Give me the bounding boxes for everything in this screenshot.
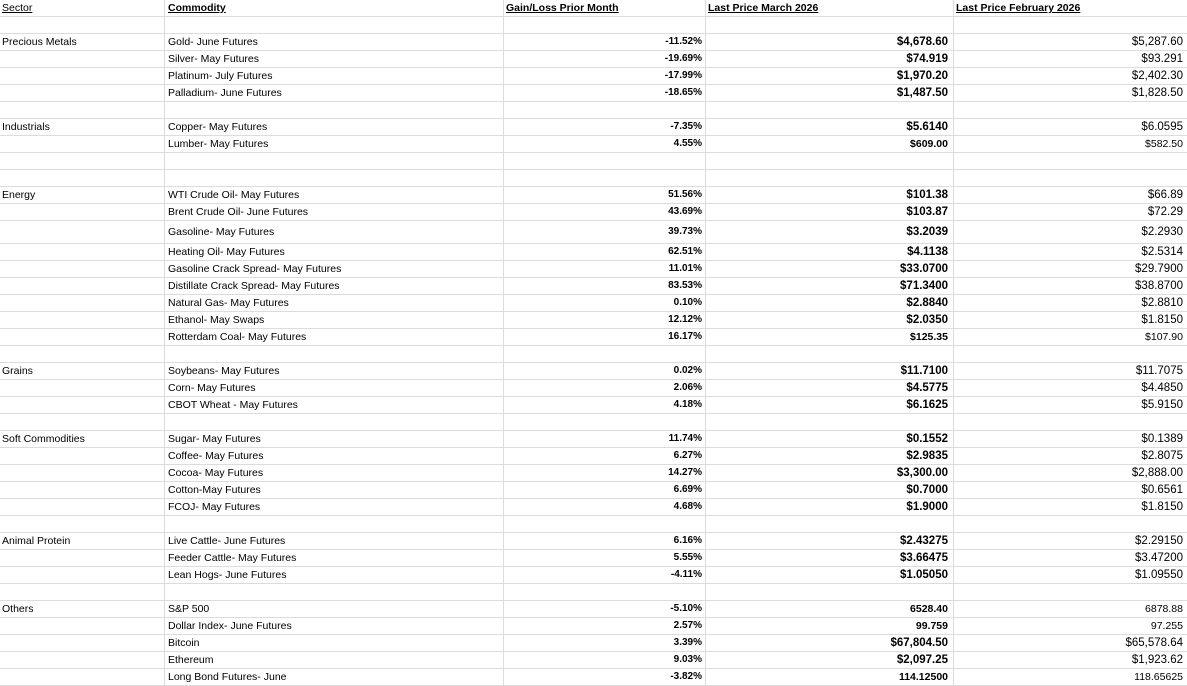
sector-cell[interactable]: Others	[0, 601, 165, 617]
sector-cell[interactable]	[0, 618, 165, 634]
last-price-march-cell[interactable]: $4.5775	[706, 380, 954, 396]
last-price-march-cell[interactable]	[706, 170, 954, 186]
last-price-march-cell[interactable]	[706, 153, 954, 169]
last-price-march-cell[interactable]: $1.05050	[706, 567, 954, 583]
sector-cell[interactable]	[0, 482, 165, 498]
last-price-february-cell[interactable]: $72.29	[1147, 206, 1183, 218]
last-price-february-cell[interactable]: $2.5314	[1141, 246, 1183, 258]
table-row	[0, 567, 1187, 584]
last-price-march-cell[interactable]: $0.7000	[706, 482, 954, 498]
last-price-march-cell[interactable]: $11.7100	[706, 363, 954, 379]
commodity-cell[interactable]: Heating Oil- May Futures	[165, 244, 504, 260]
last-price-march-cell[interactable]: $3.2039	[706, 221, 954, 243]
header-row	[0, 0, 1187, 17]
sector-cell[interactable]	[0, 669, 165, 685]
last-price-march-cell[interactable]: $67,804.50	[706, 635, 954, 651]
gain-loss-cell[interactable]	[504, 153, 706, 169]
sector-cell[interactable]: Animal Protein	[0, 533, 165, 549]
commodity-cell[interactable]: Silver- May Futures	[165, 51, 504, 67]
gain-loss-cell[interactable]: 0.02%	[504, 363, 706, 379]
commodity-cell[interactable]	[165, 516, 504, 532]
last-price-february-cell[interactable]	[954, 153, 1187, 169]
gain-loss-cell[interactable]: 6.69%	[504, 482, 706, 498]
commodity-cell[interactable]: Gasoline- May Futures	[165, 221, 504, 243]
commodity-cell[interactable]: Rotterdam Coal- May Futures	[165, 329, 504, 345]
last-price-february-cell[interactable]	[954, 516, 1187, 532]
sector-cell[interactable]: Precious Metals	[0, 34, 165, 50]
commodity-cell[interactable]	[165, 170, 504, 186]
table-row	[0, 448, 1187, 465]
commodity-cell[interactable]: Platinum- July Futures	[165, 68, 504, 84]
last-price-march-cell[interactable]: $71.3400	[706, 278, 954, 294]
last-price-march-cell[interactable]: $3,300.00	[706, 465, 954, 481]
table-row	[0, 295, 1187, 312]
table-row	[0, 380, 1187, 397]
sector-cell[interactable]	[0, 153, 165, 169]
sector-cell[interactable]	[0, 244, 165, 260]
gain-loss-cell[interactable]: -7.35%	[504, 119, 706, 135]
commodity-cell[interactable]: Coffee- May Futures	[165, 448, 504, 464]
gain-loss-cell[interactable]: 4.18%	[504, 397, 706, 413]
last-price-february-cell[interactable]: $107.90	[1145, 331, 1183, 343]
table-row	[0, 244, 1187, 261]
gain-loss-cell[interactable]: 43.69%	[504, 204, 706, 220]
last-price-march-cell[interactable]	[706, 17, 954, 33]
last-price-march-cell[interactable]: $101.38	[706, 187, 954, 203]
table-row	[0, 431, 1187, 448]
last-price-march-cell[interactable]: $2.43275	[706, 533, 954, 549]
last-price-february-cell[interactable]: $29.7900	[1135, 263, 1183, 275]
last-price-march-cell[interactable]: $2.0350	[706, 312, 954, 328]
last-price-march-cell[interactable]: $1.9000	[706, 499, 954, 515]
gain-loss-cell[interactable]: 14.27%	[504, 465, 706, 481]
table-row	[0, 204, 1187, 221]
commodity-cell[interactable]: Long Bond Futures- June	[165, 669, 504, 685]
last-price-march-cell[interactable]: $33.0700	[706, 261, 954, 277]
commodity-cell[interactable]: Live Cattle- June Futures	[165, 533, 504, 549]
commodity-cell[interactable]: Brent Crude Oil- June Futures	[165, 204, 504, 220]
last-price-march-cell[interactable]: $5.6140	[706, 119, 954, 135]
last-price-february-cell[interactable]: $4.4850	[1141, 382, 1183, 394]
header-last-price-february[interactable]: Last Price February 2026	[956, 2, 1081, 14]
last-price-february-cell[interactable]: $2.2930	[1141, 226, 1183, 238]
table-row	[0, 482, 1187, 499]
gain-loss-cell[interactable]: 39.73%	[504, 221, 706, 243]
spacer-row	[0, 17, 1187, 34]
table-row	[0, 652, 1187, 669]
gain-loss-cell[interactable]	[504, 102, 706, 118]
table-row	[0, 221, 1187, 244]
sector-cell[interactable]	[0, 170, 165, 186]
header-sector[interactable]: Sector	[0, 0, 165, 16]
sector-cell[interactable]	[0, 221, 165, 243]
gain-loss-cell[interactable]	[504, 414, 706, 430]
gain-loss-cell[interactable]: -19.69%	[504, 51, 706, 67]
last-price-february-cell[interactable]: $5.9150	[1141, 399, 1183, 411]
gain-loss-cell[interactable]: 3.39%	[504, 635, 706, 651]
last-price-february-cell[interactable]: 6878.88	[1145, 603, 1183, 615]
sector-cell[interactable]: Grains	[0, 363, 165, 379]
last-price-february-cell[interactable]: $93.291	[1141, 53, 1183, 65]
last-price-march-cell[interactable]: $4.1138	[706, 244, 954, 260]
table-row	[0, 187, 1187, 204]
gain-loss-cell[interactable]: 11.01%	[504, 261, 706, 277]
sector-cell[interactable]	[0, 346, 165, 362]
commodity-cell[interactable]	[165, 346, 504, 362]
commodity-cell[interactable]: Ethanol- May Swaps	[165, 312, 504, 328]
commodity-cell[interactable]: Ethereum	[165, 652, 504, 668]
sector-cell[interactable]	[0, 278, 165, 294]
commodity-cell[interactable]: Gasoline Crack Spread- May Futures	[165, 261, 504, 277]
sector-cell[interactable]	[0, 51, 165, 67]
table-row	[0, 278, 1187, 295]
sector-cell[interactable]	[0, 68, 165, 84]
sector-cell[interactable]	[0, 295, 165, 311]
gain-loss-cell[interactable]: 6.27%	[504, 448, 706, 464]
last-price-march-cell[interactable]: $2,097.25	[706, 652, 954, 668]
commodity-cell[interactable]: Soybeans- May Futures	[165, 363, 504, 379]
gain-loss-cell[interactable]: 2.06%	[504, 380, 706, 396]
commodity-cell[interactable]: Lean Hogs- June Futures	[165, 567, 504, 583]
commodity-cell[interactable]	[165, 584, 504, 600]
last-price-march-cell[interactable]	[706, 516, 954, 532]
last-price-march-cell[interactable]: $103.87	[706, 204, 954, 220]
table-row	[0, 669, 1187, 686]
last-price-march-cell[interactable]: $2.9835	[706, 448, 954, 464]
sector-cell[interactable]	[0, 204, 165, 220]
table-row	[0, 261, 1187, 278]
last-price-february-cell[interactable]: $1.09550	[1135, 569, 1183, 581]
commodity-cell[interactable]: Natural Gas- May Futures	[165, 295, 504, 311]
last-price-march-cell[interactable]: $2.8840	[706, 295, 954, 311]
last-price-february-cell[interactable]	[954, 584, 1187, 600]
gain-loss-cell[interactable]: 5.55%	[504, 550, 706, 566]
last-price-february-cell[interactable]: $66.89	[1147, 189, 1183, 201]
commodity-cell[interactable]: Cotton-May Futures	[165, 482, 504, 498]
gain-loss-cell[interactable]: 51.56%	[504, 187, 706, 203]
table-row	[0, 68, 1187, 85]
table-row	[0, 533, 1187, 550]
last-price-march-cell[interactable]: $125.35	[706, 329, 954, 345]
spacer-row	[0, 584, 1187, 601]
last-price-march-cell[interactable]: 99.759	[706, 618, 954, 634]
last-price-march-cell[interactable]	[706, 584, 954, 600]
last-price-february-cell[interactable]: $1,828.50	[1131, 87, 1183, 99]
sector-cell[interactable]	[0, 448, 165, 464]
spacer-row	[0, 102, 1187, 119]
header-last-price-march[interactable]: Last Price March 2026	[706, 0, 954, 16]
table-row	[0, 329, 1187, 346]
sector-cell[interactable]	[0, 516, 165, 532]
gain-loss-cell[interactable]: 4.55%	[504, 136, 706, 152]
last-price-february-cell[interactable]: $0.6561	[1141, 484, 1183, 496]
spacer-row	[0, 516, 1187, 533]
sector-cell[interactable]	[0, 635, 165, 651]
gain-loss-cell[interactable]: 0.10%	[504, 295, 706, 311]
commodity-cell[interactable]: Lumber- May Futures	[165, 136, 504, 152]
last-price-february-cell[interactable]	[954, 414, 1187, 430]
gain-loss-cell[interactable]: 11.74%	[504, 431, 706, 447]
last-price-february-cell[interactable]	[954, 17, 1187, 33]
commodity-cell[interactable]	[165, 414, 504, 430]
spacer-row	[0, 153, 1187, 170]
last-price-february-cell[interactable]: $1.8150	[1141, 501, 1183, 513]
last-price-february-cell[interactable]: 97.255	[1150, 620, 1183, 632]
sector-cell[interactable]	[0, 397, 165, 413]
last-price-march-cell[interactable]: $1,487.50	[706, 85, 954, 101]
commodity-cell[interactable]: Gold- June Futures	[165, 34, 504, 50]
gain-loss-cell[interactable]: 83.53%	[504, 278, 706, 294]
gain-loss-cell[interactable]: 62.51%	[504, 244, 706, 260]
gain-loss-cell[interactable]: -17.99%	[504, 68, 706, 84]
last-price-march-cell[interactable]	[706, 346, 954, 362]
last-price-february-cell[interactable]: $1,923.62	[1131, 654, 1183, 666]
table-row	[0, 85, 1187, 102]
sector-cell[interactable]	[0, 465, 165, 481]
table-row	[0, 312, 1187, 329]
table-row	[0, 618, 1187, 635]
gain-loss-cell[interactable]	[504, 584, 706, 600]
commodity-cell[interactable]	[165, 153, 504, 169]
sector-cell[interactable]	[0, 380, 165, 396]
last-price-february-cell[interactable]: $38.8700	[1135, 280, 1183, 292]
last-price-february-cell[interactable]: $3.47200	[1135, 552, 1183, 564]
gain-loss-cell[interactable]	[504, 346, 706, 362]
header-gain-loss[interactable]: Gain/Loss Prior Month	[504, 0, 706, 16]
gain-loss-cell[interactable]: -3.82%	[504, 669, 706, 685]
gain-loss-cell[interactable]: 16.17%	[504, 329, 706, 345]
last-price-february-cell[interactable]: $11.7075	[1135, 365, 1183, 377]
last-price-march-cell[interactable]	[706, 414, 954, 430]
last-price-february-cell[interactable]: $2.8810	[1141, 297, 1183, 309]
last-price-march-cell[interactable]: $3.66475	[706, 550, 954, 566]
gain-loss-cell[interactable]	[504, 170, 706, 186]
gain-loss-cell[interactable]: 4.68%	[504, 499, 706, 515]
table-row	[0, 397, 1187, 414]
last-price-march-cell[interactable]	[706, 102, 954, 118]
last-price-february-cell[interactable]: $2.8075	[1141, 450, 1183, 462]
last-price-february-cell[interactable]: 118.65625	[1134, 671, 1183, 683]
last-price-march-cell[interactable]: 114.12500	[706, 669, 954, 685]
sector-cell[interactable]	[0, 85, 165, 101]
sector-cell[interactable]	[0, 329, 165, 345]
sector-cell[interactable]: Industrials	[0, 119, 165, 135]
gain-loss-cell[interactable]: -18.65%	[504, 85, 706, 101]
commodity-cell[interactable]: Bitcoin	[165, 635, 504, 651]
spacer-row	[0, 170, 1187, 187]
commodity-cell[interactable]: WTI Crude Oil- May Futures	[165, 187, 504, 203]
commodity-cell[interactable]: Sugar- May Futures	[165, 431, 504, 447]
last-price-february-cell[interactable]: $0.1389	[1141, 433, 1183, 445]
sector-cell[interactable]	[0, 102, 165, 118]
sector-cell[interactable]	[0, 499, 165, 515]
table-row	[0, 363, 1187, 380]
commodity-cell[interactable]	[165, 102, 504, 118]
table-row	[0, 635, 1187, 652]
last-price-march-cell[interactable]: $6.1625	[706, 397, 954, 413]
gain-loss-cell[interactable]: -5.10%	[504, 601, 706, 617]
sector-cell[interactable]	[0, 136, 165, 152]
last-price-february-cell[interactable]: $2,888.00	[1131, 467, 1183, 479]
sector-cell[interactable]: Energy	[0, 187, 165, 203]
commodity-cell[interactable]: Palladium- June Futures	[165, 85, 504, 101]
sector-cell[interactable]	[0, 312, 165, 328]
last-price-march-cell[interactable]: 6528.40	[706, 601, 954, 617]
table-row	[0, 119, 1187, 136]
sector-cell[interactable]	[0, 584, 165, 600]
sector-cell[interactable]	[0, 261, 165, 277]
gain-loss-cell[interactable]: 9.03%	[504, 652, 706, 668]
last-price-february-cell[interactable]: $65,578.64	[1125, 637, 1183, 649]
last-price-march-cell[interactable]: $74.919	[706, 51, 954, 67]
table-body	[0, 17, 1187, 686]
commodity-cell[interactable]: Corn- May Futures	[165, 380, 504, 396]
last-price-february-cell[interactable]: $2.29150	[1135, 535, 1183, 547]
sector-cell[interactable]	[0, 567, 165, 583]
gain-loss-cell[interactable]: 12.12%	[504, 312, 706, 328]
sector-cell[interactable]: Soft Commodities	[0, 431, 165, 447]
last-price-march-cell[interactable]: $609.00	[706, 136, 954, 152]
sector-cell[interactable]	[0, 652, 165, 668]
table-row	[0, 34, 1187, 51]
table-row	[0, 465, 1187, 482]
gain-loss-cell[interactable]: 2.57%	[504, 618, 706, 634]
gain-loss-cell[interactable]: -4.11%	[504, 567, 706, 583]
gain-loss-cell[interactable]: 6.16%	[504, 533, 706, 549]
last-price-february-cell[interactable]: $1.8150	[1141, 314, 1183, 326]
table-row	[0, 136, 1187, 153]
last-price-march-cell[interactable]: $0.1552	[706, 431, 954, 447]
commodity-cell[interactable]: Dollar Index- June Futures	[165, 618, 504, 634]
table-row	[0, 550, 1187, 567]
header-commodity[interactable]: Commodity	[165, 0, 504, 16]
commodity-cell[interactable]: Cocoa- May Futures	[165, 465, 504, 481]
commodity-cell[interactable]	[165, 17, 504, 33]
last-price-february-cell[interactable]: $5,287.60	[1131, 36, 1183, 48]
last-price-february-cell[interactable]	[954, 102, 1187, 118]
sector-cell[interactable]	[0, 17, 165, 33]
commodity-cell[interactable]: S&P 500	[165, 601, 504, 617]
commodity-cell[interactable]: Copper- May Futures	[165, 119, 504, 135]
gain-loss-cell[interactable]	[504, 516, 706, 532]
spacer-row	[0, 346, 1187, 363]
last-price-february-cell[interactable]	[954, 170, 1187, 186]
commodity-cell[interactable]: Distillate Crack Spread- May Futures	[165, 278, 504, 294]
table-row	[0, 601, 1187, 618]
commodity-cell[interactable]: FCOJ- May Futures	[165, 499, 504, 515]
last-price-february-cell[interactable]	[954, 346, 1187, 362]
commodity-cell[interactable]: Feeder Cattle- May Futures	[165, 550, 504, 566]
sector-cell[interactable]	[0, 414, 165, 430]
table-row	[0, 499, 1187, 516]
spacer-row	[0, 414, 1187, 431]
gain-loss-cell[interactable]	[504, 17, 706, 33]
last-price-march-cell[interactable]: $1,970.20	[706, 68, 954, 84]
table-row	[0, 51, 1187, 68]
commodity-cell[interactable]: CBOT Wheat - May Futures	[165, 397, 504, 413]
sector-cell[interactable]	[0, 550, 165, 566]
last-price-february-cell[interactable]: $6.0595	[1141, 121, 1183, 133]
last-price-march-cell[interactable]: $4,678.60	[706, 34, 954, 50]
last-price-february-cell[interactable]: $582.50	[1145, 138, 1183, 150]
gain-loss-cell[interactable]: -11.52%	[504, 34, 706, 50]
last-price-february-cell[interactable]: $2,402.30	[1131, 70, 1183, 82]
